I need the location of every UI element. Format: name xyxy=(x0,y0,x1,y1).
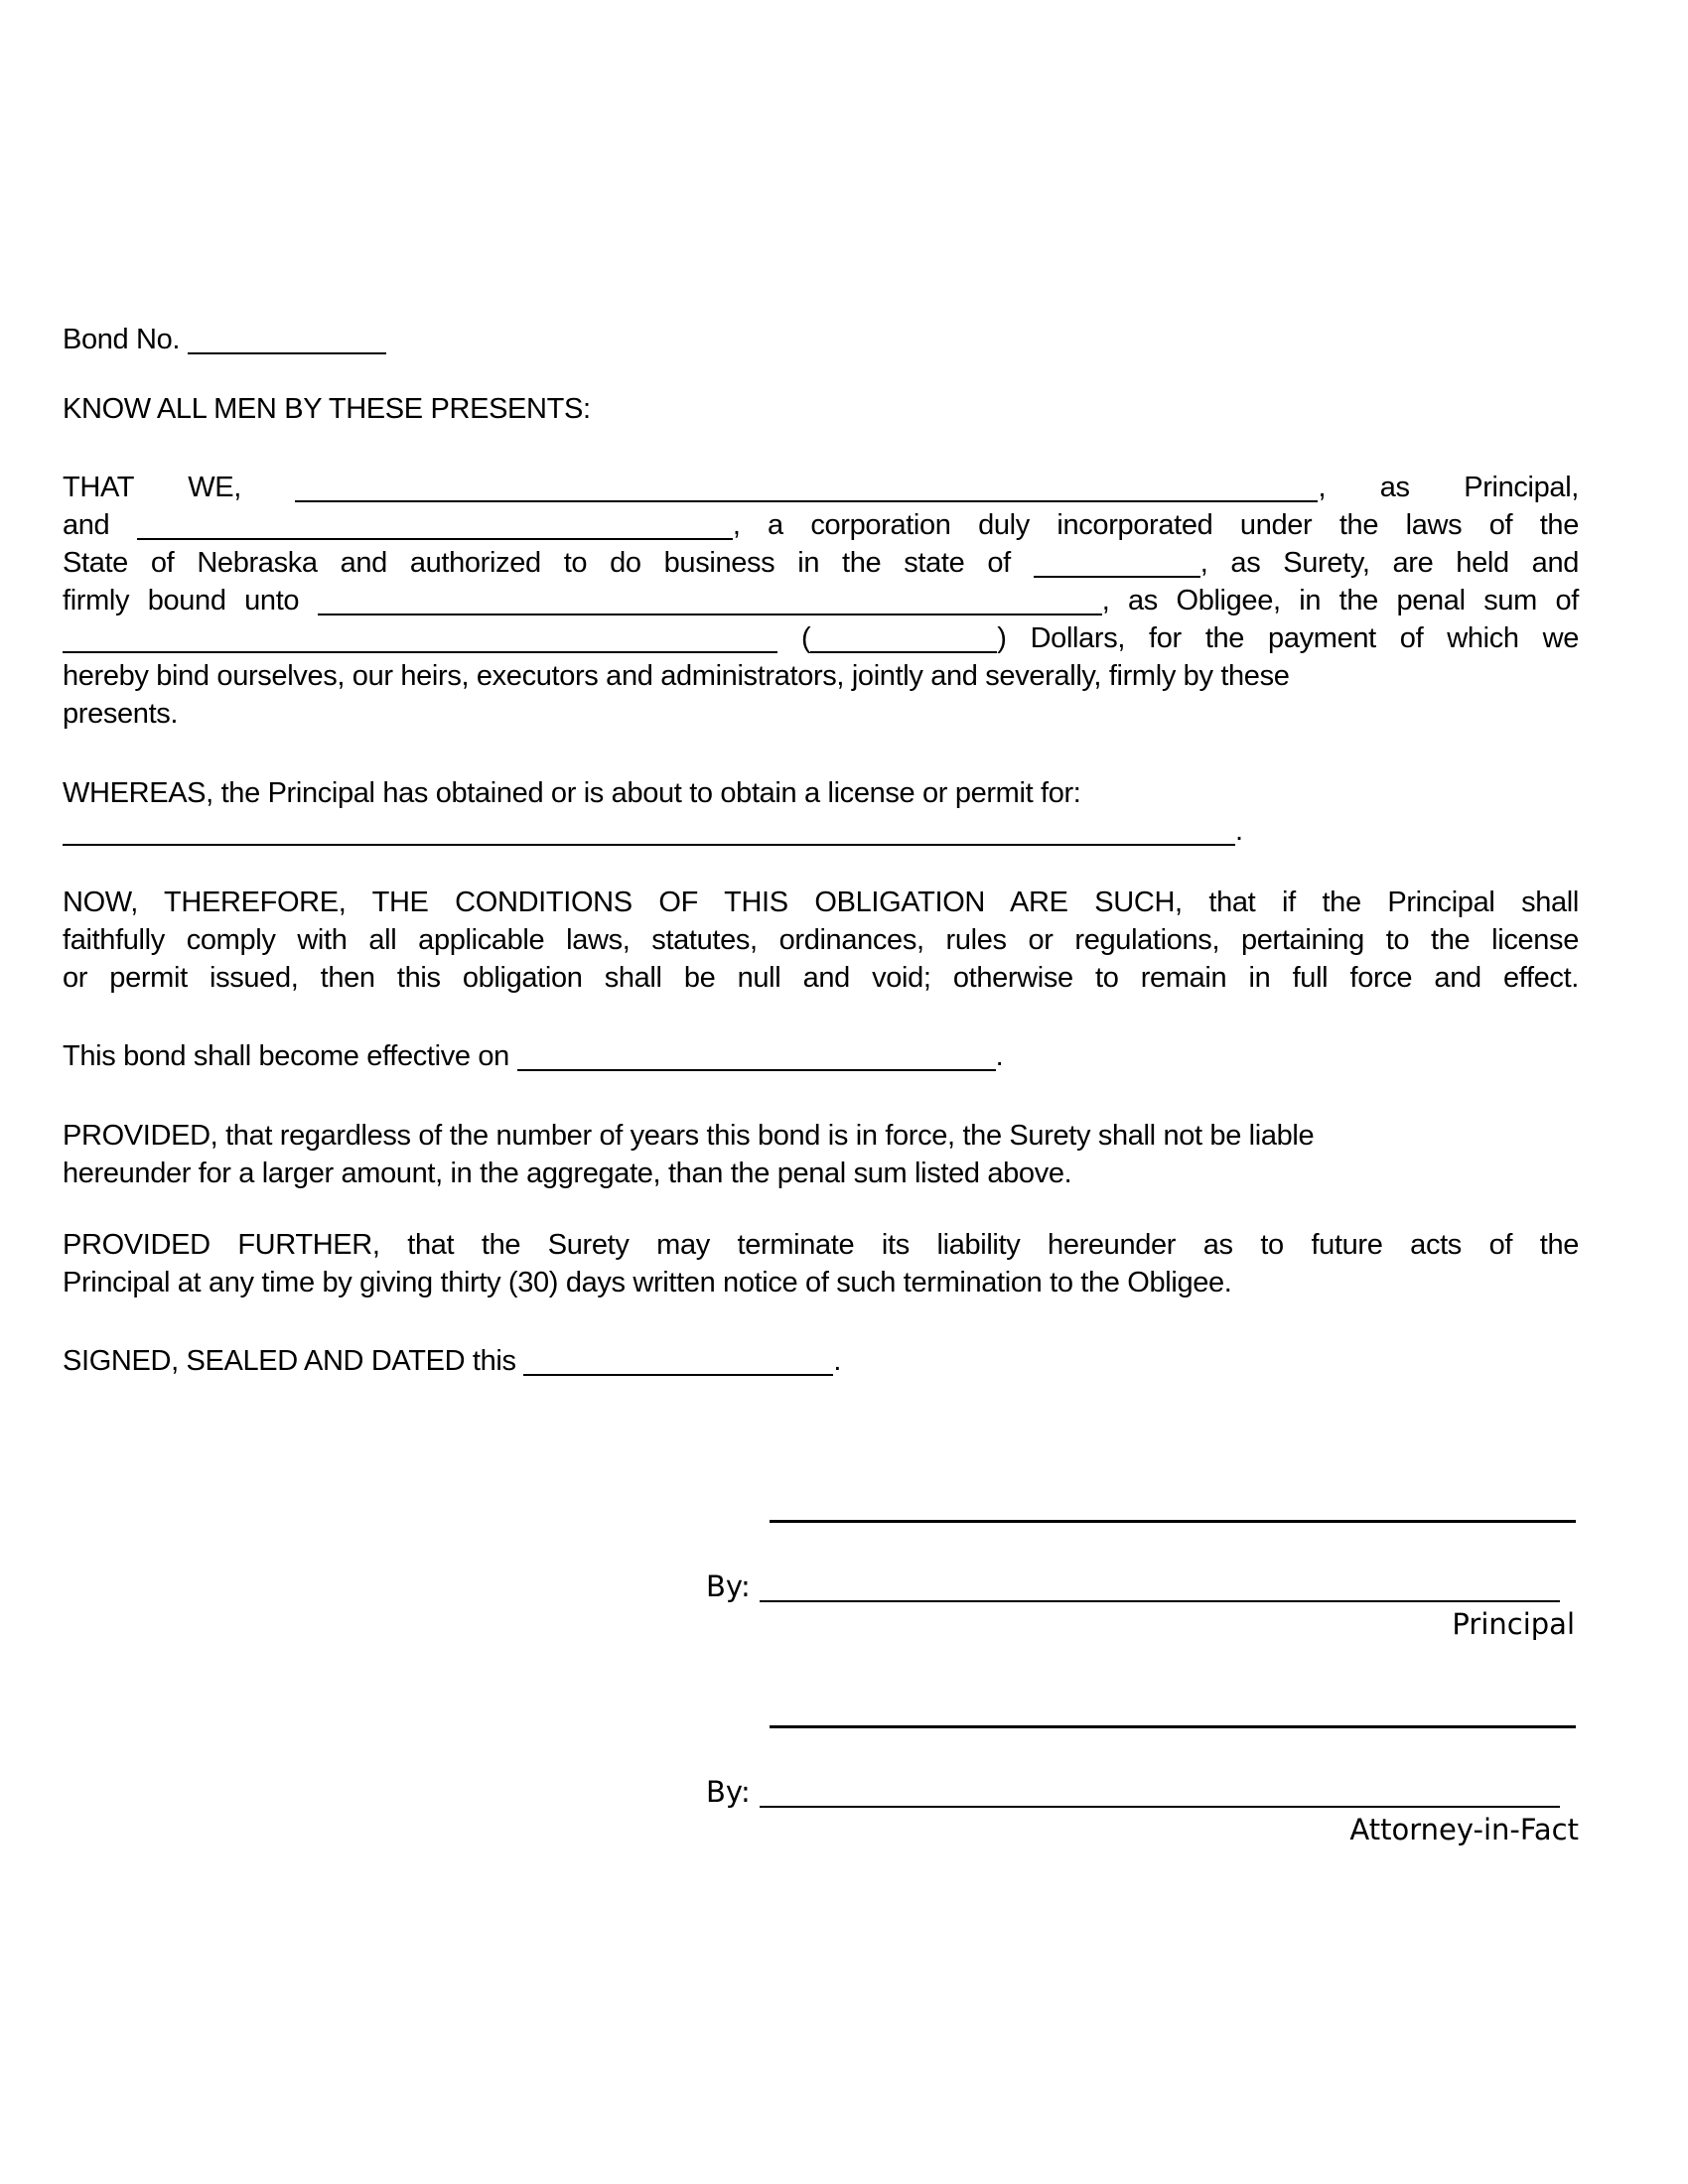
principal-signature-block xyxy=(63,1520,1579,1643)
effective-date-line xyxy=(63,1037,1579,1075)
text-line: WHEREAS, the Principal has obtained or is about to obtain a license or permit for: xyxy=(63,777,1081,809)
blank-underline xyxy=(295,500,1318,502)
principal-by-line xyxy=(706,1568,1579,1605)
execution-date-line xyxy=(63,1342,1579,1380)
text-line: or permit issued, then this obligation shall be null and void; otherwise to remain in full force and effect. xyxy=(63,962,1579,994)
text-line: and , a corporation duly incorporated under the laws of the xyxy=(63,509,1579,541)
blank-underline xyxy=(63,651,777,653)
text-line: PROVIDED, that regardless of the number of years this bond is in force, the Surety shall not be liable xyxy=(63,1120,1315,1152)
blank-underline xyxy=(1034,576,1200,578)
blank-underline xyxy=(137,538,733,540)
text-line: KNOW ALL MEN BY THESE PRESENTS: xyxy=(63,393,591,425)
text-line: hereby bind ourselves, our heirs, executors and administrators, jointly and severally, firmly by these xyxy=(63,660,1290,692)
text-line: PROVIDED FURTHER, that the Surety may terminate its liability hereunder as to future acts of the xyxy=(63,1229,1579,1261)
opening-declaration xyxy=(63,390,1579,428)
conditions-paragraph xyxy=(63,884,1579,997)
principal-label: Principal xyxy=(1452,1607,1575,1641)
blank-underline xyxy=(188,352,386,354)
text-line: State of Nebraska and authorized to do business in the state of , as Surety, are held and xyxy=(63,547,1580,579)
text-line: ( ) Dollars, for the payment of which we xyxy=(63,619,1579,657)
text-line: presents. xyxy=(63,698,179,730)
blank-underline xyxy=(760,1600,1560,1602)
attorney-signature-block xyxy=(63,1725,1579,1848)
text-line: . xyxy=(63,812,1579,850)
text-line: faithfully comply with all applicable laws, statutes, ordinances, rules or regulations, pertaining to the license xyxy=(63,924,1579,956)
text-line: hereunder for a larger amount, in the aggregate, than the penal sum listed above. xyxy=(63,1158,1072,1189)
text-line: NOW, THEREFORE, THE CONDITIONS OF THIS OBLIGATION ARE SUCH, that if the Principal shall xyxy=(63,887,1579,918)
text-line: Bond No. xyxy=(63,321,1579,358)
aggregate-liability-clause xyxy=(63,1117,1579,1192)
text-line: Principal at any time by giving thirty (30) days written notice of such termination to the Obligee. xyxy=(63,1267,1232,1298)
attorney-signature-line xyxy=(770,1725,1576,1728)
principal-signature-line xyxy=(770,1520,1576,1523)
attorney-by-line xyxy=(706,1773,1579,1811)
blank-underline xyxy=(810,651,997,653)
blank-underline xyxy=(517,1069,996,1071)
text-line: THAT WE, , as Principal, xyxy=(63,472,1580,503)
attorney-in-fact-label: Attorney-in-Fact xyxy=(1349,1813,1579,1846)
blank-underline xyxy=(318,614,1102,615)
blank-underline xyxy=(63,844,1235,846)
text-line: By: xyxy=(706,1773,1579,1811)
blank-underline xyxy=(760,1806,1560,1808)
whereas-clause xyxy=(63,774,1579,850)
termination-clause xyxy=(63,1226,1579,1301)
text-line: SIGNED, SEALED AND DATED this . xyxy=(63,1345,842,1377)
blank-underline xyxy=(523,1374,833,1376)
obligation-paragraph xyxy=(63,469,1579,733)
text-line: firmly bound unto , as Obligee, in the penal sum of xyxy=(63,585,1579,616)
text-line: This bond shall become effective on . xyxy=(63,1040,1004,1072)
bond-number-line xyxy=(63,321,1579,358)
text-line: By: xyxy=(706,1568,1579,1605)
